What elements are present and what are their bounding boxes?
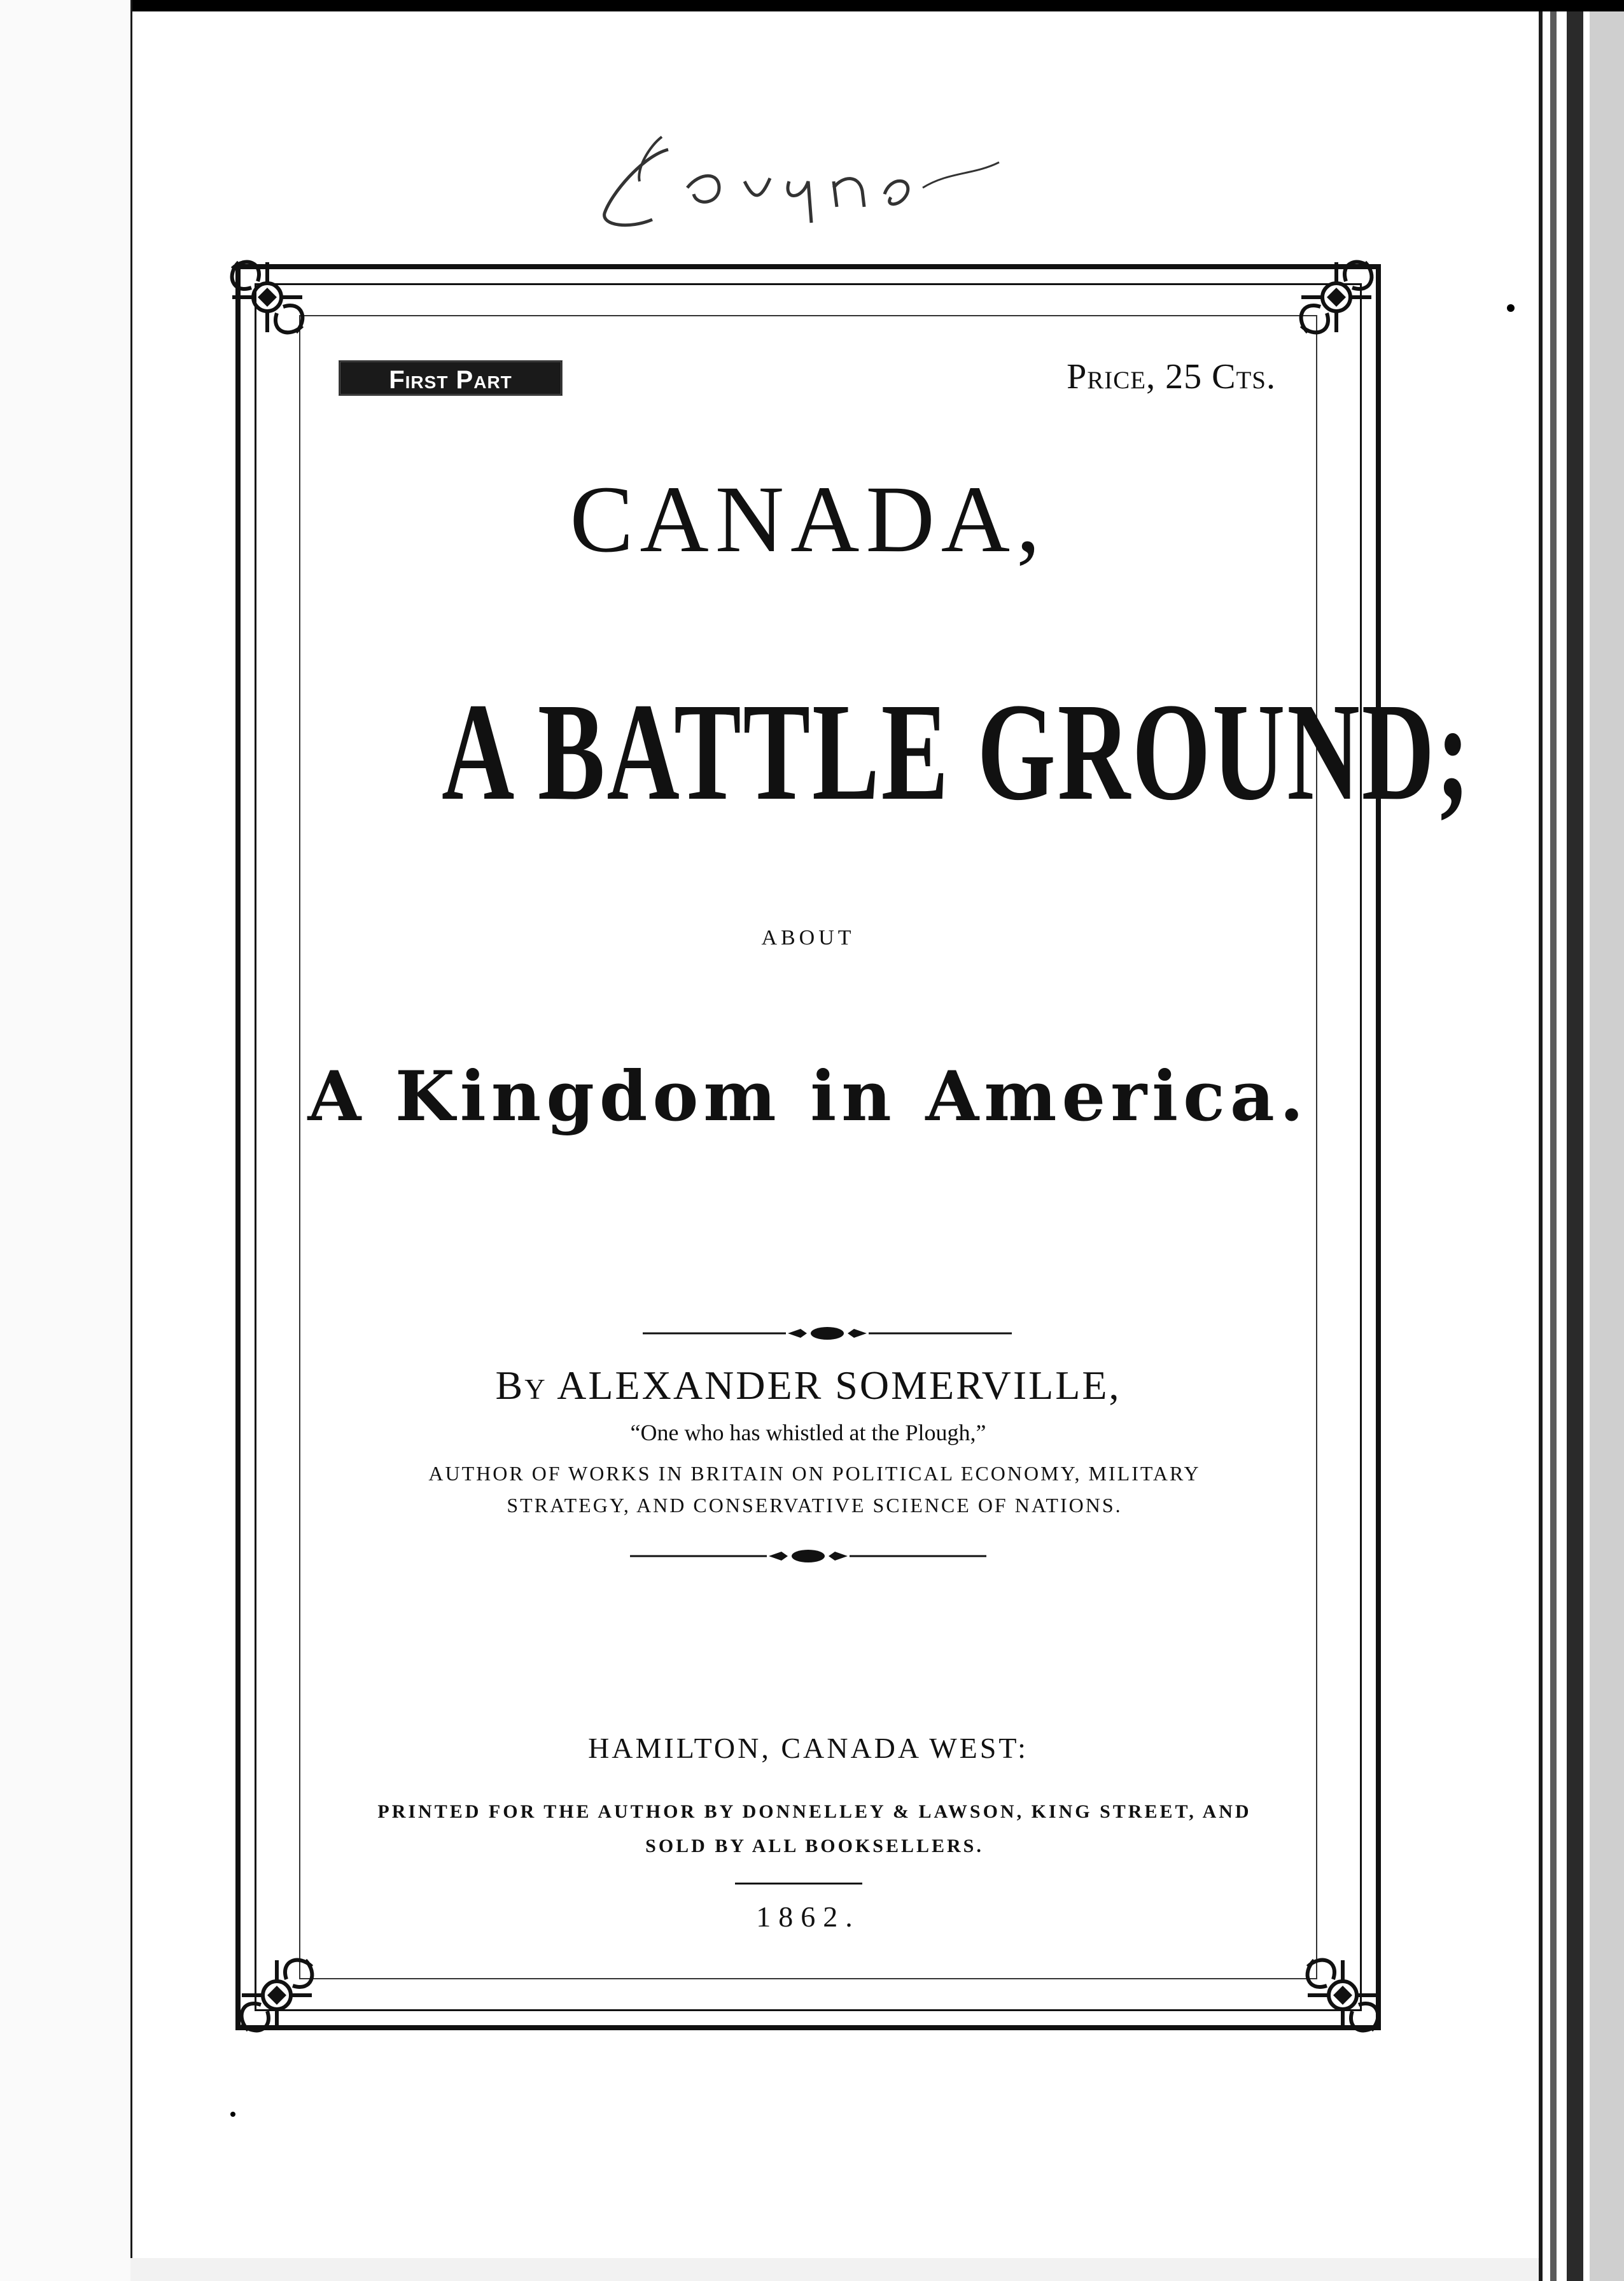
printer-line: SOLD BY ALL BOOKSELLERS. (645, 1835, 984, 1856)
scan-top-edge (0, 0, 1624, 11)
subtitle-kingdom: A Kingdom in America. (307, 1056, 1309, 1137)
publication-year: 1862. (756, 1900, 860, 1933)
corner-ornament-icon (1289, 249, 1384, 345)
author-works-line: STRATEGY, AND CONSERVATIVE SCIENCE OF NATIONS. (507, 1494, 1123, 1517)
about-label: ABOUT (761, 926, 855, 950)
scan-right-edge (1590, 11, 1624, 2281)
divider-ornament-icon (643, 1324, 1012, 1343)
scan-right-edge (1567, 11, 1583, 2281)
author-line (299, 1362, 1317, 1409)
short-rule (735, 1883, 862, 1884)
corner-ornament-icon (220, 249, 315, 345)
divider-ornament-icon (630, 1547, 986, 1566)
handwritten-signature (592, 111, 1025, 245)
author-works-line: AUTHOR OF WORKS IN BRITAIN ON POLITICAL ECONOMY, MILITARY (428, 1462, 1201, 1485)
corner-ornament-icon (1295, 1948, 1390, 2043)
scan-right-edge (1550, 11, 1557, 2281)
scan-right-edge (1539, 11, 1543, 2281)
printer-info (356, 1795, 1273, 1863)
scan-bottom-edge (130, 2258, 1539, 2281)
author-by: By (495, 1363, 547, 1408)
publication-place: HAMILTON, CANADA WEST: (588, 1732, 1028, 1764)
ink-speck (1507, 304, 1515, 312)
price-label: Price, 25 Cts. (1067, 357, 1276, 397)
printer-line: PRINTED FOR THE AUTHOR BY DONNELLEY & LAWSON, KING STREET, AND (377, 1801, 1252, 1822)
ink-speck (230, 2112, 235, 2117)
author-works (356, 1457, 1273, 1521)
part-stamp: First Part (339, 360, 563, 396)
scan-left-margin (0, 0, 132, 2281)
author-quote: “One who has whistled at the Plough,” (630, 1420, 986, 1445)
author-name: ALEXANDER SOMERVILLE, (557, 1363, 1121, 1408)
title-battle-ground: A BATTLE GROUND; (442, 674, 1472, 829)
title-canada: CANADA, (570, 467, 1047, 572)
corner-ornament-icon (229, 1948, 325, 2043)
